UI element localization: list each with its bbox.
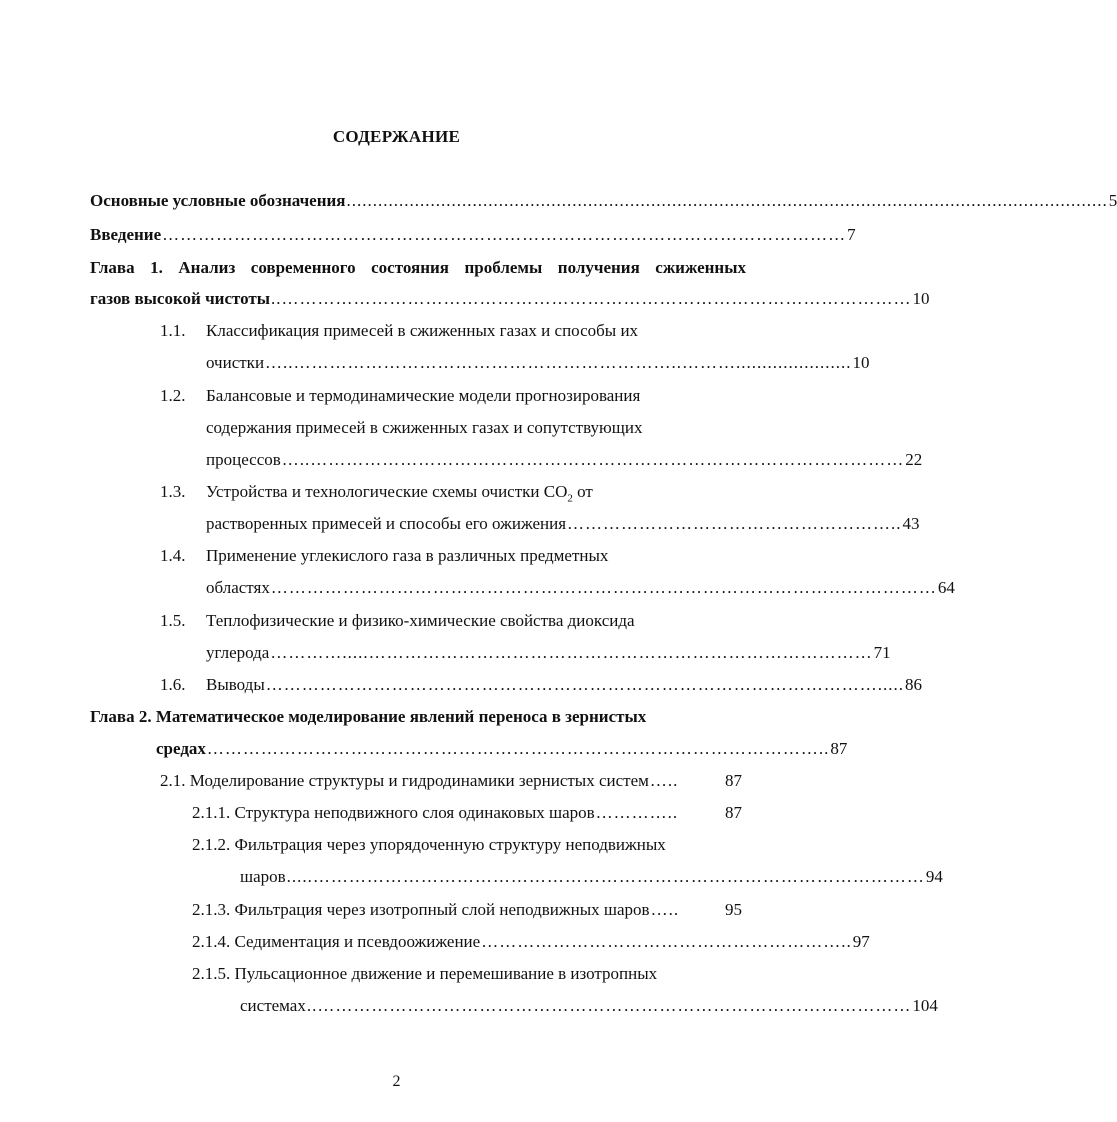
section-number: 1.5. [160, 611, 186, 630]
toc-entry-text: Классификация примесей в сжиженных газах и способы их [206, 321, 639, 340]
toc-page-number: 104 [912, 996, 938, 1015]
toc-page-number: 87 [725, 803, 742, 822]
dot-leader: ………….. [595, 803, 679, 822]
section-number: 1.6. [160, 675, 186, 694]
toc-section-2-1-5-line1 [192, 963, 742, 985]
toc-entry-text: 2.1.3. Фильтрация через изотропный слой неподвижных шаров [192, 900, 650, 919]
toc-page-number: 5 [1108, 191, 1117, 210]
toc-entry-text: 2.1.2. Фильтрация через упорядоченную структуру неподвижных [192, 835, 666, 854]
toc-page-number: 94 [925, 867, 943, 886]
toc-chapter-2-line1: Глава 2. Математическое моделирование явлений переноса в зернистых [90, 707, 647, 726]
dot-leader: …..……………………………………………………………………………………… [281, 450, 905, 469]
dot-leader: ………………………………………………………………………………………………… [270, 578, 937, 597]
toc-page-number: 10 [852, 353, 870, 372]
subscript: 2 [567, 492, 573, 505]
toc-chapter-2-line2 [156, 738, 848, 760]
toc-page-number: 43 [902, 514, 920, 533]
toc-entry-text: 2.1.5. Пульсационное движение и перемешивание в изотропных [192, 964, 658, 983]
toc-entry-text: содержания примесей в сжиженных газах и сопутствующих [206, 418, 643, 437]
page-number: 2 [392, 1073, 401, 1090]
toc-section-1-2-line2 [206, 417, 746, 439]
toc-entry-text: шаров [240, 867, 286, 886]
toc-section-2-1-5-line2 [240, 995, 938, 1017]
toc-section-1-4-line2 [206, 577, 955, 599]
section-number: 1.3. [160, 482, 186, 501]
dot-leader: ………….....………………………………………………………………………… [270, 643, 873, 662]
toc-entry-text: областях [206, 578, 270, 597]
toc-entry-text: 2.1.1. Структура неподвижного слоя одинаковых шаров [192, 803, 595, 822]
toc-entry-text [206, 481, 593, 503]
section-number: 1.4. [160, 546, 186, 565]
dot-leader: ….. [650, 900, 680, 919]
toc-section-1-3-line1 [206, 481, 746, 503]
toc-entry-text: углерода [206, 643, 270, 662]
toc-section-2-1-4 [192, 931, 870, 953]
dot-leader: ..……………………………………………………………………………………… [306, 996, 912, 1015]
toc-section-2-1-2-line2 [240, 866, 943, 888]
toc-section-2-1-2-line1 [192, 834, 742, 856]
section-number: 1.2. [160, 386, 186, 405]
toc-entry-text: Теплофизические и физико-химические свойства диоксида [206, 611, 635, 630]
toc-entry-intro [90, 224, 856, 246]
toc-entry-text: средах [156, 739, 206, 758]
toc-section-2-1 [160, 770, 742, 792]
toc-page-number: 95 [725, 900, 742, 919]
dot-leader: ................................................................................................................................................. [346, 191, 1108, 210]
toc-entry-text: системах [240, 996, 306, 1015]
toc-entry-text: 2.1.4. Седиментация и псевдоожижение [192, 932, 481, 951]
toc-section-1-3-line2 [206, 513, 920, 535]
dot-leader: …………………………………………………………………………………………..... [265, 675, 905, 694]
toc-section-1-5-line2 [206, 642, 891, 664]
dot-leader: …..………………………………………………………..………...................... [265, 353, 852, 372]
dot-leader: ..…………………………………………………………………………………………… [271, 289, 912, 308]
toc-page-number: 10 [912, 289, 930, 308]
toc-section-1-1-line2 [206, 352, 870, 374]
toc-entry-text: растворенных примесей и способы его ожижения [206, 514, 567, 533]
text-part: Устройства и технологические схемы очистки CO [206, 482, 568, 501]
toc-section-1-4-line1 [206, 545, 746, 567]
toc-entry-text: газов высокой чистоты [90, 289, 271, 308]
dot-leader: ….. [649, 771, 679, 790]
toc-entry-text: Основные условные обозначения [90, 191, 346, 210]
page-title: СОДЕРЖАНИЕ [332, 127, 461, 146]
toc-entry-text: Балансовые и термодинамические модели прогнозирования [206, 386, 641, 405]
toc-page-number: 87 [725, 771, 742, 790]
toc-section-1-2-line1 [206, 385, 746, 407]
toc-entry-text: очистки [206, 353, 265, 372]
toc-section-1-6 [206, 674, 923, 696]
toc-section-1-2-line3 [206, 449, 923, 471]
toc-section-1-5-line1 [206, 610, 746, 632]
dot-leader: …………………………………………………………………………………………………… [162, 225, 847, 244]
dot-leader: ………………………………………………………………………………………….. [206, 739, 830, 758]
toc-entry-text: 2.1. Моделирование структуры и гидродинамики зернистых систем [160, 771, 649, 790]
text-part: от [572, 482, 593, 501]
dot-leader: .....………………………………………………………………………………………… [286, 867, 925, 886]
dot-leader: ……………………………………………….. [567, 514, 902, 533]
toc-section-2-1-1 [192, 802, 742, 824]
toc-page-number: 97 [852, 932, 870, 951]
toc-entry-text: Введение [90, 225, 162, 244]
toc-page-number: 64 [937, 578, 955, 597]
toc-section-1-1-line1 [206, 320, 706, 342]
toc-page-number: 87 [830, 739, 848, 758]
toc-entry-text: процессов [206, 450, 281, 469]
toc-entry-notation [90, 190, 1117, 212]
toc-chapter-1-line1: Глава 1. Анализ современного состояния проблемы получения сжиженных [90, 258, 746, 277]
toc-page-number: 86 [905, 675, 923, 694]
dot-leader: …………………………………………………….. [481, 932, 852, 951]
toc-page-number: 71 [873, 643, 891, 662]
toc-chapter-1-line2 [90, 288, 930, 310]
toc-page-number: 22 [905, 450, 923, 469]
toc-entry-text: Применение углекислого газа в различных предметных [206, 546, 609, 565]
toc-section-2-1-3 [192, 899, 742, 921]
toc-page-number: 7 [847, 225, 856, 244]
section-number: 1.1. [160, 321, 186, 340]
toc-entry-text: Выводы [206, 675, 265, 694]
